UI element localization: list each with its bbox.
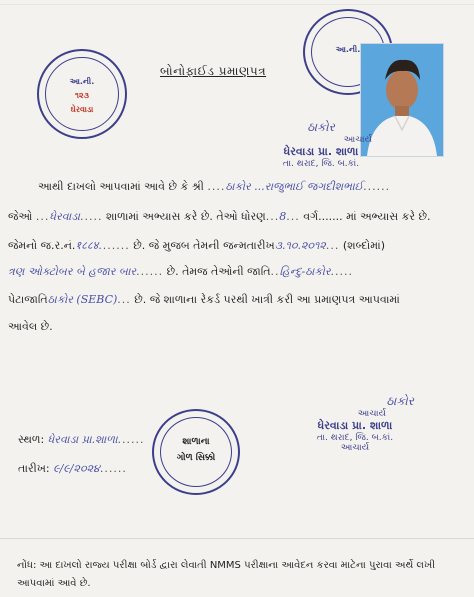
standard-value: 8	[279, 210, 287, 223]
paper-crease	[0, 4, 474, 5]
body-line-3: જેમનો જ.ર.નં.१८८४....... છે. જે મુજબ તેમની જન્મતારીખ૩.૧૦.૨૦૧૨... (શબ્દોમાં)	[8, 239, 385, 252]
line5-suffix: છે. જે શાળાના રેકર્ડ પરથી ખાત્રી કરી આ પ્રમાણપત્ર આપવામાં	[134, 293, 400, 306]
school-name: ધેરવાડા પ્રા. શાળા	[283, 145, 359, 158]
date-value: ૯/૯/૨૦૨૪	[53, 462, 100, 475]
paper-fold	[0, 538, 474, 539]
line3-suffix: (શબ્દોમાં)	[342, 239, 385, 252]
stamp-center-text: આ.ની.	[69, 77, 95, 86]
principal-signature: ઠાકોર	[307, 120, 335, 134]
document-title: બોનોફાઈડ પ્રમાણપત્ર	[160, 64, 267, 78]
principal-role-lower: આચાર્ય	[340, 443, 370, 453]
school-address: તા. થરાદ, જિ. બ.કાં.	[282, 159, 360, 169]
principal-role: આચાર્ય	[343, 135, 372, 145]
stamp-line-1: શાળાના	[182, 437, 210, 447]
stamp-number: ૧૨૩	[75, 91, 89, 100]
principal-role: આચાર્ય	[357, 409, 386, 419]
line3-mid: છે. જે મુજબ તેમની જન્મતારીખ	[133, 239, 275, 252]
stamp-ring	[160, 417, 232, 487]
stamp-center-text: આ.ની.	[335, 45, 361, 54]
dob-in-words: ત્રણ ઓક્ટોબર બે હજાર બાર	[8, 265, 137, 278]
intro-text: આથી દાખલો આપવામાં આવે છે કે શ્રી	[38, 180, 204, 193]
principal-signature-block-top	[256, 120, 386, 169]
subcaste-value: ઠાકોર (SEBC)	[47, 293, 118, 306]
student-name: ઠાકોર ...રાજુભાઈ જગદીશભાઈ	[225, 180, 364, 193]
line3-prefix: જેમનો જ.ર.નં.	[8, 239, 76, 252]
line5-prefix: પેટાજાતિ	[8, 293, 48, 306]
place-row: સ્થળ: ધેરવાડા પ્રા.શાળા......	[18, 433, 145, 446]
line2-prefix: જેઓ	[8, 210, 33, 223]
line2-mid: શાળામાં અભ્યાસ કરે છે. તેઓ ધોરણ	[105, 210, 266, 223]
place-value: ધેરવાડા પ્રા.શાળા	[47, 433, 118, 446]
body-line-2: જેઓ ...ધેરવાડા..... શાળામાં અભ્યાસ કરે છે. તેઓ ધોરણ...8... વર્ગ....... માં અભ્યાસ કરે છે.	[8, 210, 431, 223]
body-line-1: આથી દાખલો આપવામાં આવે છે કે શ્રી ....ઠાકોર ...રાજુભાઈ જગદીશભાઈ......	[38, 180, 391, 193]
school-stamp-bottom	[152, 409, 240, 495]
principal-signature: ઠાકોર	[386, 394, 414, 408]
date-label: તારીખ:	[18, 462, 50, 475]
school-name: ધેરવાડા પ્રા. શાળા	[317, 419, 393, 432]
principal-signature-block-bottom	[290, 394, 420, 453]
register-number: १८८४	[75, 239, 99, 252]
place-label: સ્થળ:	[18, 433, 45, 446]
line6-text: આવેલ છે.	[8, 320, 53, 333]
body-line-6	[8, 320, 53, 334]
line2-suffix: વર્ગ....... માં અભ્યાસ કરે છે.	[303, 210, 431, 223]
school-stamp-left	[37, 49, 127, 139]
footer-note: નોંધ: આ દાખલો રાજ્ય પરીક્ષા બોર્ડ દ્વારા લેવાતી NMMS પરીક્ષાના આવેદન કરવા માટેના પુરાવા અર્થે લખી આપવામાં આવે છે.	[17, 560, 436, 589]
stamp-name: ઘેરવાડા	[70, 105, 94, 114]
date-of-birth: ૩.૧૦.૨૦૧૨	[274, 239, 326, 252]
school-handwritten: ધેરવાડા	[49, 210, 80, 223]
body-line-5: પેટાજાતિઠાકોર (SEBC)... છે. જે શાળાના રેકર્ડ પરથી ખાત્રી કરી આ પ્રમાણપત્ર આપવામાં	[8, 293, 400, 306]
body-line-4: ત્રણ ઓક્ટોબર બે હજાર બાર...... છે. તેમજ તેઓની જાતિ..હિન્દુ-ઠાકોર.....	[8, 265, 354, 278]
stamp-line-2: ગોળ સિક્કો	[176, 453, 216, 463]
date-row: તારીખ: ૯/૯/૨૦૨૪......	[18, 462, 127, 475]
caste-value: હિન્દુ-ઠાકોર	[279, 265, 331, 278]
school-address: તા. થરાદ, જિ. બ.કાં.	[316, 433, 394, 443]
line4-mid: છે. તેમજ તેઓની જાતિ	[166, 265, 271, 278]
